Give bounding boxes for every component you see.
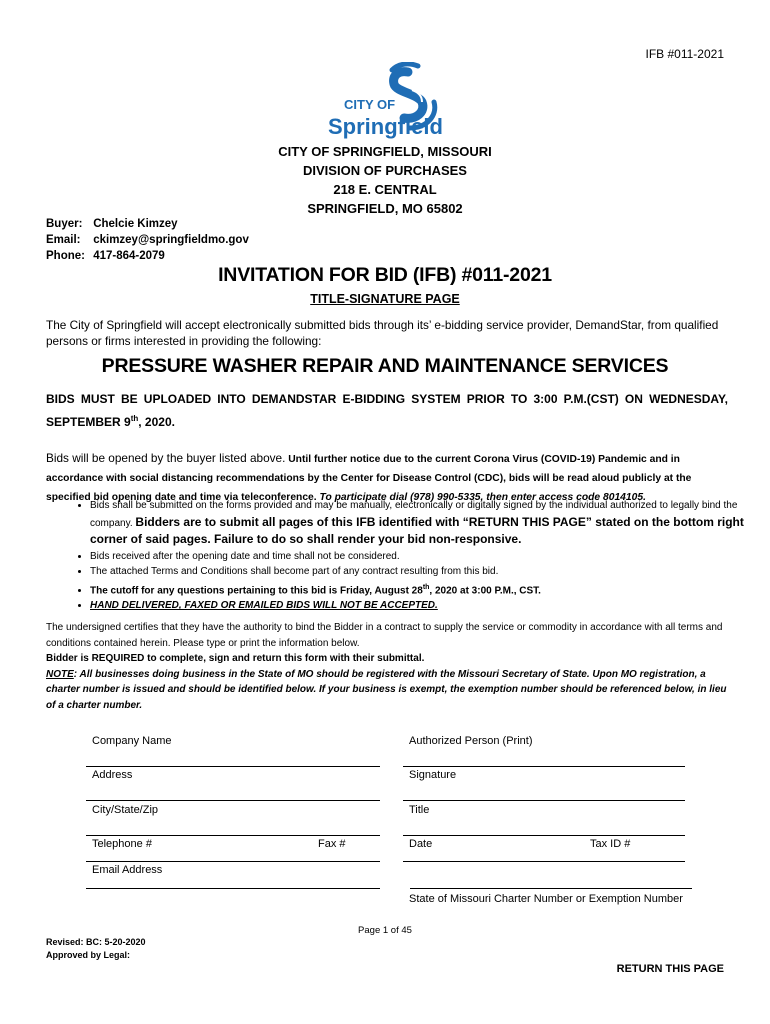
- phone-row: [46, 250, 165, 262]
- logo-springfield: Springfield: [328, 114, 443, 139]
- bullet-1-text: Bids shall be submitted on the forms provided and may be manually, electronically or digitally signed by the individual authorized to legally bind the company.: [90, 500, 738, 529]
- email-row: [46, 234, 249, 246]
- address-line-3: 218 E. CENTRAL: [333, 182, 437, 197]
- tax-id-label: Tax ID #: [590, 838, 631, 850]
- buyer-name: Chelcie Kimzey: [93, 218, 178, 230]
- address-line-2: DIVISION OF PURCHASES: [303, 163, 467, 178]
- signature-field[interactable]: [403, 800, 685, 801]
- fax-label: Fax #: [318, 838, 346, 850]
- note-label: NOTE: [46, 668, 74, 680]
- bullet-4-tail: , 2020 at 3:00 P.M., CST.: [429, 584, 541, 596]
- telephone-label: Telephone #: [92, 838, 152, 850]
- teleconference-info: To participate dial (978) 990-5335, then enter access code 8014105.: [319, 492, 646, 503]
- return-this-page-label: RETURN THIS PAGE: [616, 963, 724, 975]
- phone-label: Phone:: [46, 250, 85, 262]
- certification-paragraph: [46, 620, 730, 713]
- mo-registration-note: [46, 667, 730, 714]
- email-label: Email:: [46, 234, 81, 246]
- charter-number-label: State of Missouri Charter Number or Exemption Number: [409, 893, 683, 905]
- required-notice: Bidder is REQUIRED to complete, sign and return this form with their submittal.: [46, 653, 425, 664]
- deadline-text: BIDS MUST BE UPLOADED INTO DEMANDSTAR E-BIDDING SYSTEM PRIOR TO 3:00 P.M.(CST) ON WEDNESDAY, SEPTEMBER 9: [46, 392, 728, 429]
- buyer-row: [46, 218, 178, 230]
- list-item: • HAND DELIVERED, FAXED OR EMAILED BIDS WILL NOT BE ACCEPTED.: [90, 598, 770, 614]
- certify-text: The undersigned certifies that they have the authority to bind the Bidder in a contract to supply the service or commodity in accordance with all terms and conditions contained herein. Please type or print the information below.: [46, 622, 723, 649]
- address-line-4: SPRINGFIELD, MO 65802: [307, 201, 463, 216]
- page-number: Page 1 of 45: [358, 925, 412, 936]
- revised-date: Revised: BC: 5-20-2020: [46, 937, 146, 947]
- deadline-notice: [46, 389, 728, 432]
- logo-city-of: CITY OF: [344, 97, 396, 112]
- authorized-person-field[interactable]: [403, 766, 685, 767]
- ifb-number: IFB #011-2021: [645, 47, 724, 61]
- signature-label: Signature: [409, 769, 457, 781]
- title-field[interactable]: [403, 835, 685, 836]
- email-address-field[interactable]: [86, 888, 380, 889]
- title-label: Title: [409, 804, 430, 816]
- buyer-label: Buyer:: [46, 218, 83, 230]
- authorized-person-label: Authorized Person (Print): [409, 735, 533, 747]
- approved-by-legal: Approved by Legal:: [46, 950, 131, 960]
- note-text: : All businesses doing business in the State of MO should be registered with the Missouri Secretary of State. Upon MO registration, a charter number is issued and should be identified below. If your business is exempt, the exemption number should be referenced below, in lieu of a charter number.: [46, 668, 727, 711]
- city-state-zip-field[interactable]: [86, 835, 380, 836]
- page-subtitle: TITLE-SIGNATURE PAGE: [310, 292, 460, 306]
- charter-number-field[interactable]: [410, 888, 692, 889]
- telephone-fax-field[interactable]: [86, 861, 380, 862]
- list-item: • Bids received after the opening date and time shall not be considered.: [90, 549, 770, 565]
- address-label: Address: [92, 769, 133, 781]
- list-item: [90, 580, 770, 599]
- bullet-4-sup: th: [422, 583, 430, 591]
- bid-title: INVITATION FOR BID (IFB) #011-2021: [218, 264, 552, 286]
- email-address-label: Email Address: [92, 864, 163, 876]
- city-state-zip-label: City/State/Zip: [92, 804, 159, 816]
- buyer-phone: 417-864-2079: [93, 250, 165, 262]
- date-label: Date: [409, 838, 433, 850]
- address-line-1: CITY OF SPRINGFIELD, MISSOURI: [278, 144, 492, 159]
- bullet-1-bold: Bidders are to submit all pages of this IFB identified with “RETURN THIS PAGE” stated on the bottom right corner of said pages. Failure to do so shall render your bid non-responsive.: [90, 514, 744, 546]
- springfield-s-icon: [322, 62, 450, 142]
- intro-paragraph: The City of Springfield will accept electronically submitted bids through its’ e-bidding service provider, DemandStar, from qualified persons or firms interested in providing the following:: [46, 318, 719, 348]
- deadline-tail: , 2020.: [138, 415, 175, 429]
- date-tax-id-field[interactable]: [403, 861, 685, 862]
- company-name-label: Company Name: [92, 735, 172, 747]
- bullet-4-text: The cutoff for any questions pertaining to this bid is Friday, August 28: [90, 584, 423, 596]
- address-field[interactable]: [86, 800, 380, 801]
- opening-lead: Bids will be opened by the buyer listed above.: [46, 451, 286, 465]
- deadline-sup: th: [130, 414, 139, 423]
- instructions-list: [46, 498, 770, 614]
- list-item: [90, 498, 770, 549]
- buyer-email: ckimzey@springfieldmo.gov: [93, 234, 249, 246]
- opening-covid-notice: Until further notice due to the current Corona Virus (COVID-19) Pandemic and in accordance with social distancing recommendations by the Center for Disease Control (CDC), bids will be read aloud publicly at the specified bid opening date and time via teleconference.: [46, 454, 692, 503]
- list-item: • The attached Terms and Conditions shall become part of any contract resulting from this bid.: [90, 564, 770, 580]
- company-name-field[interactable]: [86, 766, 380, 767]
- service-title: PRESSURE WASHER REPAIR AND MAINTENANCE SERVICES: [101, 355, 669, 377]
- city-logo: [322, 62, 450, 142]
